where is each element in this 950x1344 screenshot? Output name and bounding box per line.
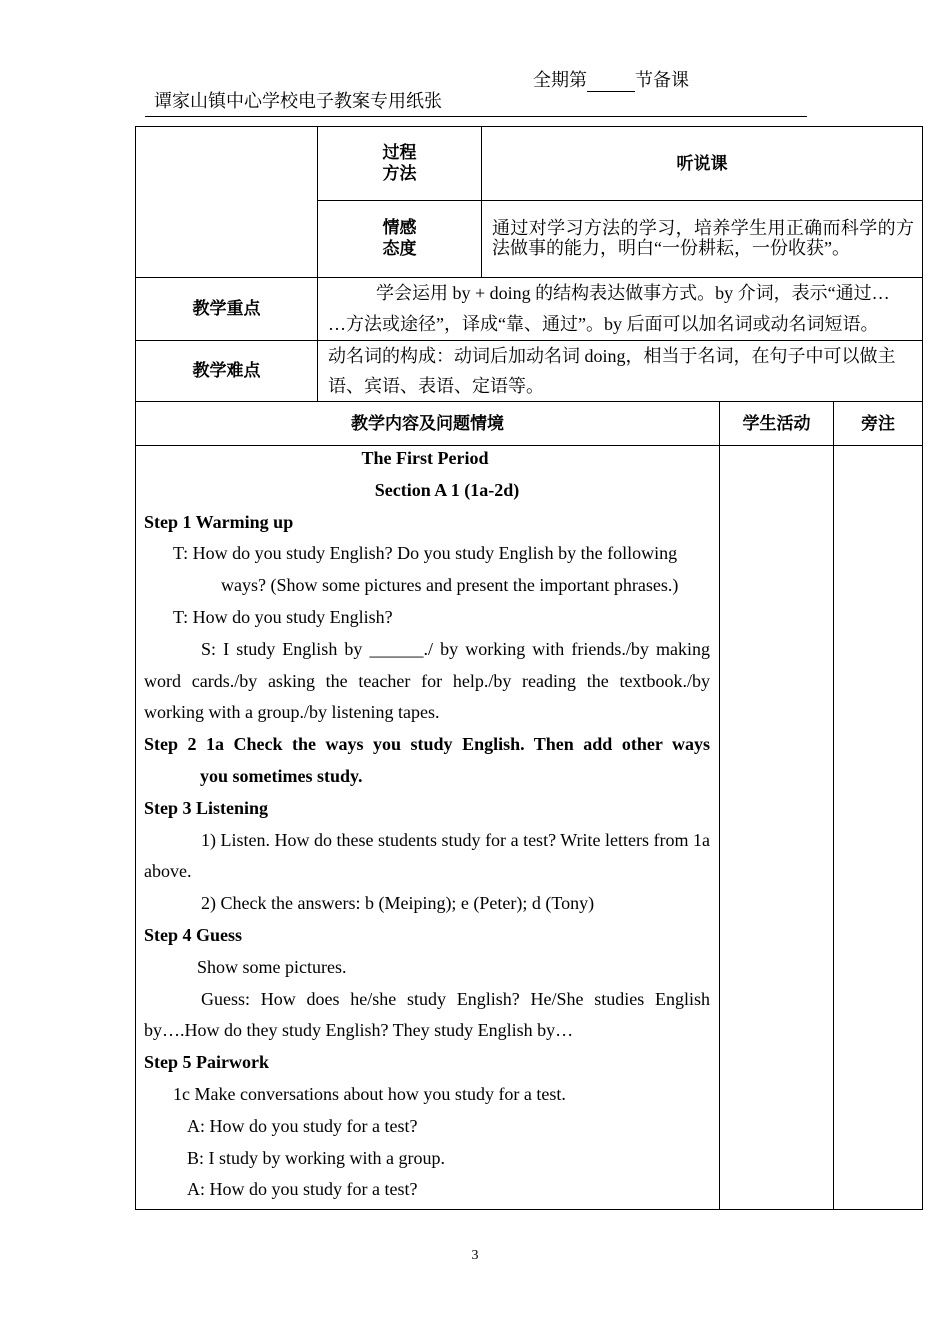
- difficulties-line-1: 动名词的构成：动词后加动名词 doing，相当于名词，在句子中可以做主: [328, 346, 896, 366]
- key-points-line-2: …方法或途径”，译成“靠、通过”。by 后面可以加名词或动名词短语。: [328, 314, 879, 334]
- step1-student-answer: S: I study English by ______./ by working with friends./by making word cards./by asking the teacher for help./by reading the textbook./by working with a group./by listening tapes.: [144, 638, 710, 723]
- column-header-activity: 学生活动: [719, 401, 834, 446]
- period-title: The First Period: [361, 448, 489, 468]
- step5-line-a1: A: How do you study for a test?: [187, 1115, 418, 1136]
- header-rule: [145, 116, 807, 117]
- step3-answers: 2) Check the answers: b (Meiping); e (Peter); d (Tony): [201, 893, 595, 914]
- column-header-notes: 旁注: [833, 401, 923, 446]
- step4-title: Step 4 Guess: [144, 924, 243, 945]
- process-value: 听说课: [676, 153, 728, 174]
- notes-cell: [833, 445, 923, 1210]
- step2-title-1: Step 2 1a Check the ways you study English. Then add other ways: [144, 734, 710, 755]
- step4-show-pictures: Show some pictures.: [197, 956, 347, 977]
- step5-line-a2: A: How do you study for a test?: [187, 1179, 418, 1200]
- step1-title: Step 1 Warming up: [144, 511, 294, 532]
- page-header: [145, 66, 689, 134]
- emotion-label-cell: 情感 态度: [317, 200, 482, 278]
- key-points-label-cell: [135, 277, 318, 341]
- step1-teacher-question-1: T: How do you study English? Do you study English by the following: [173, 543, 678, 564]
- activity-cell: [719, 445, 834, 1210]
- step3-listen: 1) Listen. How do these students study for a test? Write letters from 1a above.: [144, 829, 710, 882]
- key-points-line-1: 学会运用 by + doing 的结构表达做事方式。by 介词，表示“通过…: [376, 283, 890, 303]
- step3-title: Step 3 Listening: [144, 797, 269, 818]
- section-title: Section A 1 (1a-2d): [374, 479, 520, 500]
- step4-guess: Guess: How does he/she study English? He/She studies English by….How do they study English? They study English by…: [144, 988, 710, 1041]
- objectives-left-cell: [135, 126, 318, 278]
- step5-instruction: 1c Make conversations about how you study for a test.: [173, 1083, 566, 1104]
- step1-teacher-question-1-cont: ways? (Show some pictures and present the important phrases.): [221, 575, 679, 596]
- period-blank: [587, 73, 635, 92]
- key-points-label: 教学重点: [192, 299, 261, 319]
- school-title: 谭家山镇中心学校电子教案专用纸张: [154, 91, 442, 111]
- page-number: 3: [471, 1248, 479, 1263]
- step2-title-2: you sometimes study.: [200, 765, 363, 786]
- key-points-content-cell: [317, 277, 923, 341]
- column-header-content: 教学内容及问题情境: [135, 401, 720, 446]
- difficulties-label: 教学难点: [192, 361, 261, 381]
- process-value-cell: [481, 126, 923, 201]
- lesson-content: [144, 443, 710, 1206]
- period-label: 全期第 节备课: [533, 70, 689, 90]
- step1-teacher-question-2: T: How do you study English?: [173, 606, 393, 627]
- difficulties-content-cell: [317, 340, 923, 402]
- difficulties-line-2: 语、宾语、表语、定语等。: [328, 376, 544, 396]
- emotion-value: 通过对学习方法的学习，培养学生用正确而科学的方法做事的能力，明白“一份耕耘，一份收获”。: [492, 218, 914, 258]
- step5-title: Step 5 Pairwork: [144, 1052, 269, 1073]
- step5-line-b1: B: I study by working with a group.: [187, 1147, 445, 1168]
- process-label-cell: 过程 方法: [317, 126, 482, 201]
- difficulties-label-cell: [135, 340, 318, 402]
- emotion-value-cell: [481, 200, 923, 278]
